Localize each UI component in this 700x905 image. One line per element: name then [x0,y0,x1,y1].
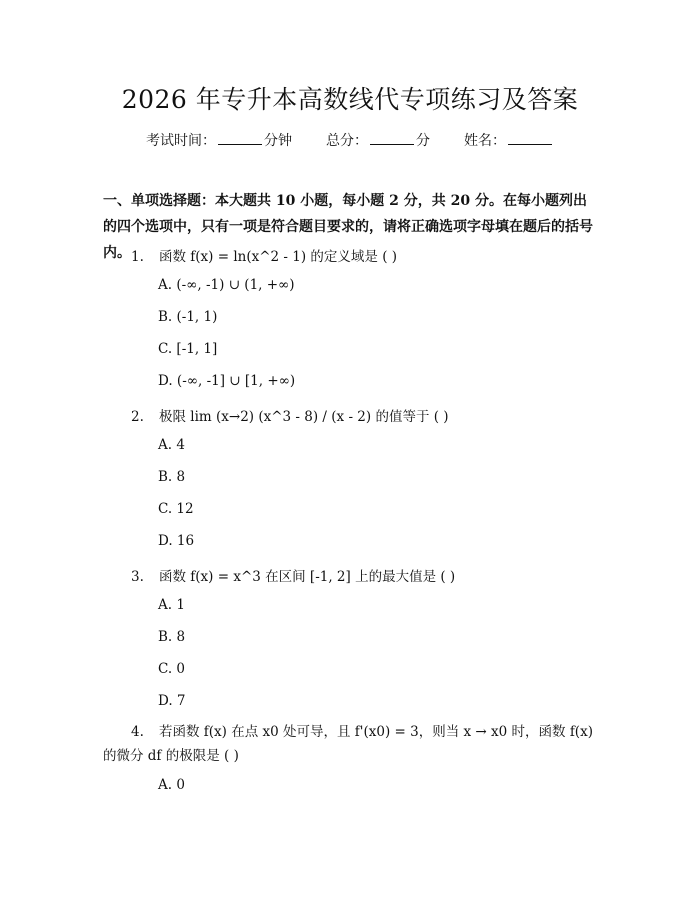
question-4-option-a: A. 0 [158,777,185,793]
time-unit: 分钟 [264,133,292,149]
question-2 [103,405,449,425]
question-text: 函数 f(x) = x^3 在区间 [-1, 2] 上的最大值是 ( ) [159,569,456,585]
question-3-option-c: C. 0 [158,661,186,677]
total-score-field [326,130,430,150]
name-blank [508,132,552,145]
question-number: 4. [131,724,144,740]
question-number: 2. [131,409,144,425]
question-4 [103,720,599,768]
question-3 [103,565,455,585]
question-2-option-b: B. 8 [158,469,186,485]
question-text: 函数 f(x) = ln(x^2 - 1) 的定义域是 ( ) [159,249,398,265]
time-blank [218,132,262,145]
question-3-option-b: B. 8 [158,629,186,645]
time-label: 考试时间： [146,133,216,149]
name-label: 姓名： [464,133,506,149]
section-heading: 一、单项选择题：本大题共 10 小题，每小题 2 分，共 20 分。在每小题列出的四个选项中，只有一项是符合题目要求的，请将正确选项字母填在题后的括号内。 [103,193,593,261]
name-field [464,130,554,150]
question-1-option-c: C. [-1, 1] [158,341,218,357]
question-2-option-c: C. 12 [158,501,194,517]
question-text: 极限 lim (x→2) (x^3 - 8) / (x - 2) 的值等于 ( ) [159,409,449,425]
question-number: 3. [131,569,144,585]
question-3-option-d: D. 7 [158,693,186,709]
question-1-option-d: D. (-∞, -1] ∪ [1, +∞) [158,373,296,389]
question-1 [103,245,397,265]
score-unit: 分 [416,133,430,149]
page-title: 2026 年专升本高数线代专项练习及答案 [121,85,579,114]
score-blank [370,132,414,145]
question-1-option-a: A. (-∞, -1) ∪ (1, +∞) [158,277,295,293]
exam-info-row [0,130,700,150]
question-3-option-a: A. 1 [158,597,185,613]
question-text: 若函数 f(x) 在点 x0 处可导，且 f'(x0) = 3，则当 x → x0 时，函数 f(x) 的微分 df 的极限是 ( ) [103,724,593,764]
score-label: 总分： [326,133,368,149]
question-2-option-a: A. 4 [158,437,185,453]
exam-time-field [146,130,292,150]
question-1-option-b: B. (-1, 1) [158,309,218,325]
question-number: 1. [131,249,144,265]
question-2-option-d: D. 16 [158,533,195,549]
